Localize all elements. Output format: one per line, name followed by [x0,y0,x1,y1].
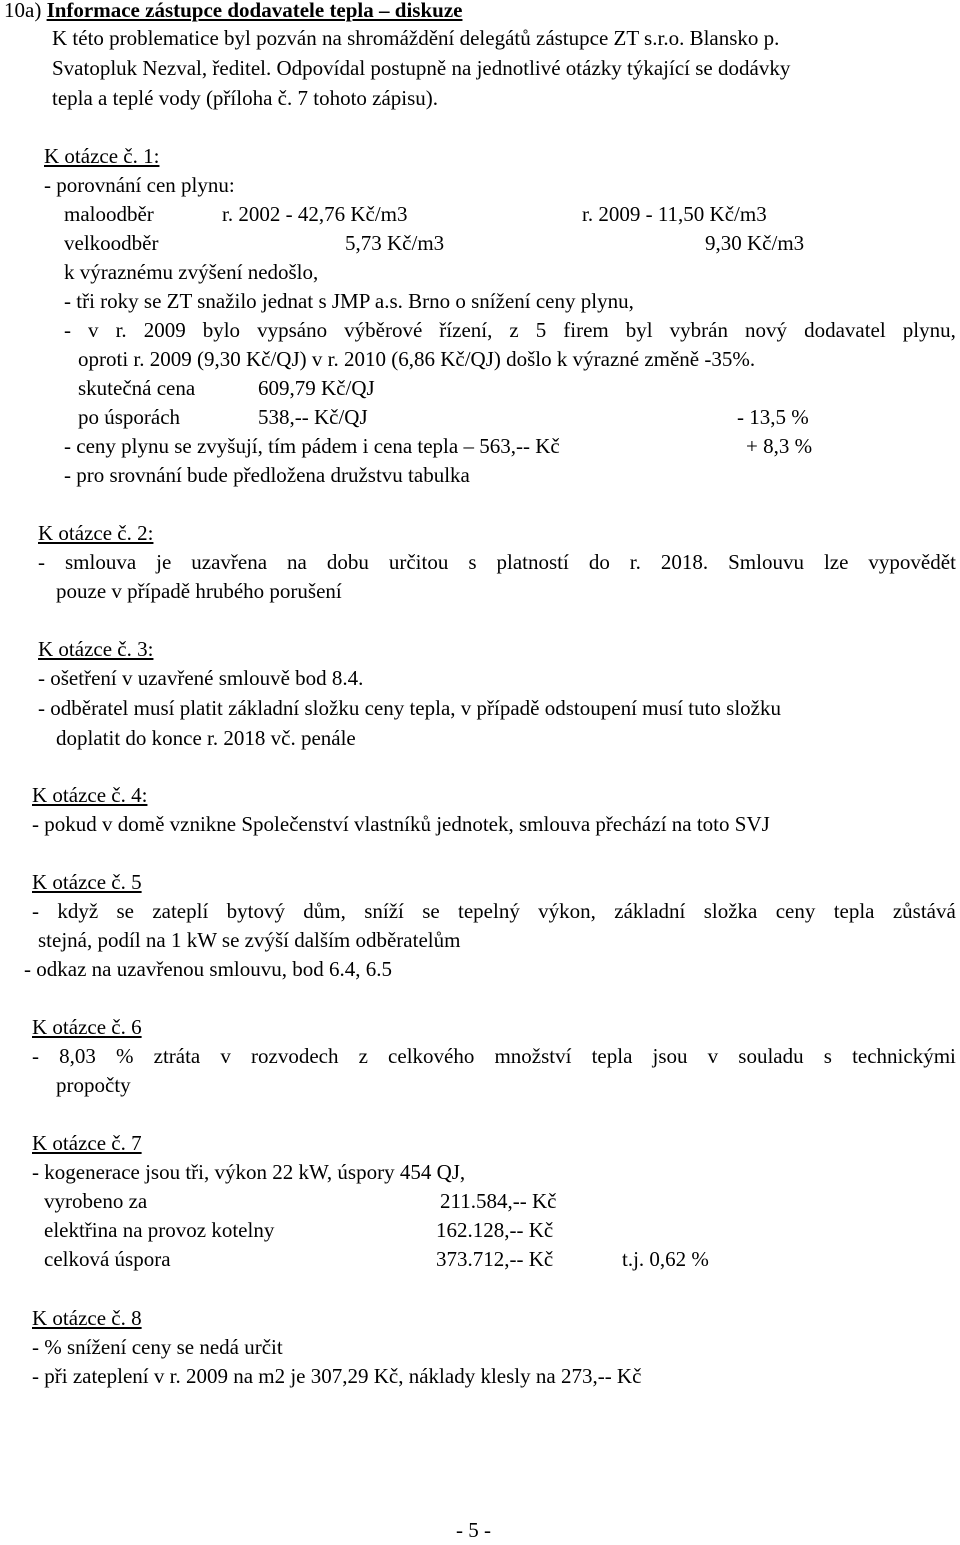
word: s [468,550,477,574]
word: když [57,899,99,923]
word: bylo [202,318,241,342]
q3-line: - odběratel musí platit základní složku ceny tepla, v případě odstoupení musí tuto složku [38,696,781,720]
word: r. [629,550,641,574]
word: složka [703,899,758,923]
q6-line: propočty [56,1073,131,1097]
q1-line: - pro srovnání bude předložena družstvu tabulka [64,463,470,487]
q7-row-value: 162.128,-- Kč [436,1218,554,1242]
word: sníží [364,899,404,923]
q7-row-label: celková úspora [44,1247,171,1271]
intro-line-2: Svatopluk Nezval, ředitel. Odpovídal postupně na jednotlivé otázky týkající se dodávky [52,56,791,80]
q1-line: oproti r. 2009 (9,30 Kč/QJ) v r. 2010 (6,86 Kč/QJ) došlo k výrazné změně -35%. [78,347,756,371]
word: 5 [535,318,547,342]
q1-row-label: skutečná cena [78,376,196,400]
word: ceny [775,899,816,923]
q8-line: - % snížení ceny se nedá určit [32,1335,283,1359]
word: 2009 [143,318,186,342]
q1-row-value: 538,-- Kč/QJ [258,405,368,429]
word: - [64,318,71,342]
q3-line: - ošetření v uzavřené smlouvě bod 8.4. [38,666,364,690]
q7-row-note: t.j. 0,62 % [622,1247,709,1271]
word: % [116,1044,134,1068]
q8-heading: K otázce č. 8 [32,1306,142,1330]
word: smlouva [64,550,137,574]
q4-line: - pokud v domě vznikne Společenství vlastníků jednotek, smlouva přechází na toto SVJ [32,812,770,836]
word: v [707,1044,719,1068]
word: - [38,550,45,574]
word: celkového [388,1044,475,1068]
word: technickými [852,1044,956,1068]
q3-line: doplatit do konce r. 2018 vč. penále [56,726,356,750]
word: 8,03 [59,1044,96,1068]
word: se [116,899,134,923]
q1-row-label: maloodběr [64,202,154,226]
q6-heading: K otázce č. 6 [32,1015,142,1039]
q1-line: k výraznému zvýšení nedošlo, [64,260,319,284]
word: souladu [738,1044,804,1068]
word: je [156,550,172,574]
q7-row-label: vyrobeno za [44,1189,148,1213]
word: tepelný [458,899,520,923]
q2-line: pouze v případě hrubého porušení [56,579,342,603]
word: uzavřena [191,550,268,574]
section-heading [4,0,462,25]
word: v [88,318,99,342]
word: Smlouvu [728,550,804,574]
word: výkon, [538,899,596,923]
word: dům, [303,899,346,923]
word: zateplí [152,899,209,923]
word: vypovědět [868,550,956,574]
q3-heading: K otázce č. 3: [38,637,154,661]
word: výběrové [344,318,423,342]
q7-row-value: 211.584,-- Kč [440,1189,557,1213]
q4-heading: K otázce č. 4: [32,783,148,807]
page-number: - 5 - [456,1518,491,1542]
word: - [32,1044,39,1068]
word: nový [745,318,788,342]
q1-row-value: 609,79 Kč/QJ [258,376,375,400]
word: do [588,550,610,574]
q1-row-value: 9,30 Kč/m3 [705,231,805,255]
q5-line: stejná, podíl na 1 kW se zvýší dalším odběratelům [38,928,461,952]
q5-heading: K otázce č. 5 [32,870,142,894]
section-title: Informace zástupce dodavatele tepla – diskuze [46,0,463,22]
word: byl [625,318,653,342]
q2-heading: K otázce č. 2: [38,521,154,545]
word: určitou [388,550,449,574]
q1-line [64,316,956,345]
word: ztráta [153,1044,201,1068]
q1-line: - porovnání cen plynu: [44,173,235,197]
word: zůstává [892,899,956,923]
word: dobu [326,550,369,574]
section-number: 10a) [4,0,42,22]
intro-line-3: tepla a teplé vody (příloha č. 7 tohoto zápisu). [52,86,439,110]
word: platností [496,550,569,574]
word: tepla [591,1044,633,1068]
word: lze [823,550,849,574]
q1-row-label: velkoodběr [64,231,159,255]
q2-line [38,548,956,577]
word: na [287,550,307,574]
word: z [358,1044,368,1068]
q1-line: - ceny plynu se zvyšují, tím pádem i cena tepla – 563,-- Kč [64,434,560,458]
word: jsou [652,1044,688,1068]
q7-line: - kogenerace jsou tři, výkon 22 kW, úspory 454 QJ, [32,1160,466,1184]
q1-row-value: 5,73 Kč/m3 [345,231,445,255]
word: množství [494,1044,572,1068]
word: firem [563,318,609,342]
intro-line-1: K této problematice byl pozván na shromáždění delegátů zástupce ZT s.r.o. Blansko p. [52,26,780,50]
word: tepla [833,899,875,923]
word: vypsáno [257,318,328,342]
word: v [220,1044,231,1068]
word: vybrán [669,318,728,342]
q1-row-label: po úsporách [78,405,181,429]
word: 2018. [660,550,709,574]
word: s [823,1044,832,1068]
q1-row-percent: + 8,3 % [746,434,813,458]
word: plynu, [902,318,956,342]
q1-row-value: r. 2009 - 11,50 Kč/m3 [582,202,767,226]
q8-line: - při zateplení v r. 2009 na m2 je 307,29 Kč, náklady klesly na 273,-- Kč [32,1364,642,1388]
q1-heading: K otázce č. 1: [44,144,160,168]
q7-row-value: 373.712,-- Kč [436,1247,554,1271]
word: - [32,899,39,923]
word: řízení, [439,318,493,342]
q1-row-percent: - 13,5 % [737,405,809,429]
q1-line: - tři roky se ZT snažilo jednat s JMP a.s. Brno o snížení ceny plynu, [64,289,634,313]
q7-row-label: elektřina na provoz kotelny [44,1218,275,1242]
q6-line [32,1042,956,1071]
q5-line [32,897,956,926]
word: rozvodech [251,1044,339,1068]
word: dodavatel [804,318,886,342]
word: bytový [226,899,285,923]
word: r. [115,318,127,342]
word: základní [614,899,686,923]
word: z [509,318,519,342]
q1-row-value: r. 2002 - 42,76 Kč/m3 [222,202,408,226]
q5-line: - odkaz na uzavřenou smlouvu, bod 6.4, 6.5 [24,957,393,981]
word: se [422,899,440,923]
q7-heading: K otázce č. 7 [32,1131,142,1155]
